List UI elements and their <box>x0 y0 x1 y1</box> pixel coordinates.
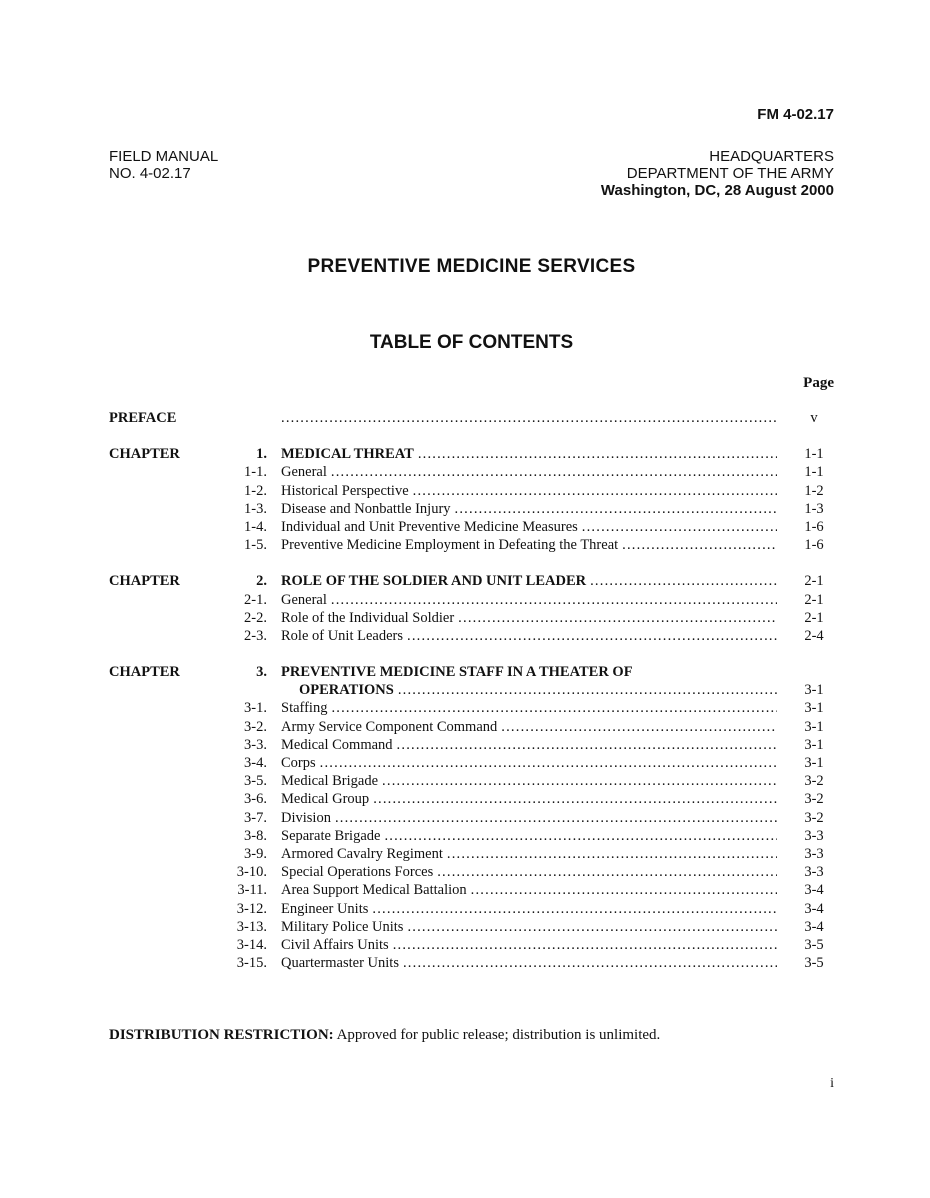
section-page: 3-1 <box>804 736 824 753</box>
toc-section-row[interactable] <box>109 864 834 882</box>
field-manual-label: FIELD MANUAL <box>109 148 219 165</box>
section-number: 2-2. <box>244 609 267 626</box>
chapter-number: 3. <box>256 664 267 681</box>
distribution-text: Approved for public release; distribution is unlimited. <box>336 1027 661 1043</box>
page-number: i <box>830 1076 834 1091</box>
section-title: General <box>281 464 327 481</box>
toc-chapter-row[interactable] <box>109 446 834 464</box>
section-title: Medical Command <box>281 736 393 753</box>
preface-label: PREFACE <box>109 410 177 426</box>
section-page: 3-4 <box>804 918 824 935</box>
section-page: 2-1 <box>804 591 824 608</box>
table-of-contents <box>109 410 834 973</box>
section-number: 3-12. <box>236 900 267 917</box>
toc-section-row[interactable] <box>109 464 834 482</box>
toc-chapter-row-continued[interactable] <box>109 682 834 700</box>
chapter-title-line1: PREVENTIVE MEDICINE STAFF IN A THEATER OF <box>281 664 633 681</box>
toc-section-row[interactable] <box>109 828 834 846</box>
section-page: 3-3 <box>804 864 824 881</box>
chapter-number: 1. <box>256 446 267 463</box>
section-number: 3-2. <box>244 718 267 735</box>
chapter-label: CHAPTER <box>109 664 180 681</box>
section-number: 3-11. <box>237 882 267 899</box>
toc-preface-row[interactable] <box>109 410 834 428</box>
section-number: 3-5. <box>244 773 267 790</box>
page-column-header: Page <box>803 375 834 391</box>
section-page: 1-1 <box>804 464 824 481</box>
toc-chapter-row[interactable] <box>109 664 834 682</box>
section-number: 1-5. <box>244 537 267 554</box>
section-page: 1-6 <box>804 518 824 535</box>
section-title: Division <box>281 809 331 826</box>
toc-section-row[interactable] <box>109 755 834 773</box>
toc-section-row[interactable] <box>109 882 834 900</box>
chapter-title: ROLE OF THE SOLDIER AND UNIT LEADER <box>281 573 587 590</box>
section-title: General <box>281 591 327 608</box>
chapter-page: 2-1 <box>804 573 824 590</box>
chapter-page: 1-1 <box>804 446 824 463</box>
toc-chapter-row[interactable] <box>109 573 834 591</box>
toc-section-row[interactable] <box>109 791 834 809</box>
toc-section-row[interactable] <box>109 501 834 519</box>
section-number: 1-4. <box>244 518 267 535</box>
section-number: 3-8. <box>244 827 267 844</box>
section-page: 1-2 <box>804 482 824 499</box>
section-page: 2-1 <box>804 609 824 626</box>
section-title: Quartermaster Units <box>281 955 399 972</box>
section-title: Role of the Individual Soldier <box>281 609 455 626</box>
chapter-title-line2: OPERATIONS <box>299 682 394 699</box>
preface-page: v <box>810 410 818 426</box>
toc-section-row[interactable] <box>109 483 834 501</box>
section-title: Corps <box>281 755 316 771</box>
section-title: Preventive Medicine Employment in Defeating the Threat <box>281 537 619 554</box>
section-page: 3-2 <box>804 809 824 826</box>
section-title: Medical Brigade <box>281 773 379 790</box>
headquarters-label: HEADQUARTERS <box>709 148 834 165</box>
section-title: Role of Unit Leaders <box>281 627 404 644</box>
section-number: 3-13. <box>236 918 267 935</box>
section-page: 3-4 <box>804 900 824 917</box>
section-number: 3-10. <box>236 864 267 881</box>
section-page: 3-2 <box>804 791 824 808</box>
section-page: 3-5 <box>804 936 824 953</box>
section-number: 3-9. <box>244 845 267 862</box>
distribution-restriction <box>109 1027 660 1044</box>
toc-section-row[interactable] <box>109 937 834 955</box>
section-number: 3-1. <box>244 700 267 717</box>
preface-leader <box>281 410 777 427</box>
toc-section-row[interactable] <box>109 919 834 937</box>
fm-number: FM 4-02.17 <box>757 106 834 123</box>
section-page: 3-1 <box>804 718 824 735</box>
department-label: DEPARTMENT OF THE ARMY <box>626 165 834 182</box>
section-title: Civil Affairs Units <box>281 936 389 953</box>
toc-section-row[interactable] <box>109 519 834 537</box>
document-title: PREVENTIVE MEDICINE SERVICES <box>307 256 636 277</box>
toc-section-row[interactable] <box>109 810 834 828</box>
section-page: 3-1 <box>804 700 824 717</box>
section-title: Area Support Medical Battalion <box>281 882 467 899</box>
section-page: 2-4 <box>804 627 824 644</box>
section-number: 1-3. <box>244 500 267 517</box>
section-title: Engineer Units <box>281 900 369 917</box>
section-number: 3-6. <box>244 791 267 808</box>
section-title: Special Operations Forces <box>281 864 434 881</box>
section-page: 1-3 <box>804 500 824 517</box>
section-number: 1-1. <box>244 464 267 481</box>
section-title: Staffing <box>281 700 328 717</box>
toc-section-row[interactable] <box>109 955 834 973</box>
chapter-page: 3-1 <box>804 682 824 699</box>
distribution-label: DISTRIBUTION RESTRICTION: <box>109 1027 334 1043</box>
chapter-label: CHAPTER <box>109 573 180 590</box>
section-number: 3-3. <box>244 736 267 753</box>
toc-section-row[interactable] <box>109 901 834 919</box>
section-title: Historical Perspective <box>281 482 409 499</box>
section-page: 1-6 <box>804 537 824 554</box>
section-number: 2-3. <box>244 627 267 644</box>
toc-section-row[interactable] <box>109 846 834 864</box>
location-date: Washington, DC, 28 August 2000 <box>600 182 834 199</box>
section-number: 2-1. <box>244 591 267 608</box>
chapter-number: 2. <box>256 573 267 590</box>
section-page: 3-3 <box>804 845 824 862</box>
section-title: Separate Brigade <box>281 827 381 844</box>
section-page: 3-5 <box>804 955 824 972</box>
section-number: 1-2. <box>244 482 267 499</box>
section-number: 3-4. <box>244 755 267 771</box>
field-manual-block <box>109 148 218 182</box>
toc-title: TABLE OF CONTENTS <box>369 332 574 353</box>
section-title: Individual and Unit Preventive Medicine Measures <box>281 518 578 535</box>
section-title: Medical Group <box>281 791 370 808</box>
toc-section-row[interactable] <box>109 628 834 646</box>
chapter-title: MEDICAL THREAT <box>281 446 414 463</box>
toc-section-row[interactable] <box>109 610 834 628</box>
toc-section-row[interactable] <box>109 537 834 555</box>
toc-section-row[interactable] <box>109 737 834 755</box>
section-page: 3-2 <box>804 773 824 790</box>
section-number: 3-14. <box>236 936 267 953</box>
section-title: Army Service Component Command <box>281 718 498 735</box>
section-title: Armored Cavalry Regiment <box>281 845 443 862</box>
toc-section-row[interactable] <box>109 700 834 718</box>
field-manual-number: NO. 4-02.17 <box>109 165 191 182</box>
section-number: 3-7. <box>244 809 267 826</box>
section-title: Disease and Nonbattle Injury <box>281 500 451 517</box>
section-title: Military Police Units <box>281 918 404 935</box>
section-number: 3-15. <box>236 955 267 972</box>
headquarters-block <box>601 148 834 199</box>
section-page: 3-4 <box>804 882 824 899</box>
toc-section-row[interactable] <box>109 773 834 791</box>
toc-section-row[interactable] <box>109 592 834 610</box>
section-page: 3-3 <box>804 827 824 844</box>
section-page: 3-1 <box>804 755 824 771</box>
chapter-label: CHAPTER <box>109 446 180 463</box>
toc-section-row[interactable] <box>109 719 834 737</box>
